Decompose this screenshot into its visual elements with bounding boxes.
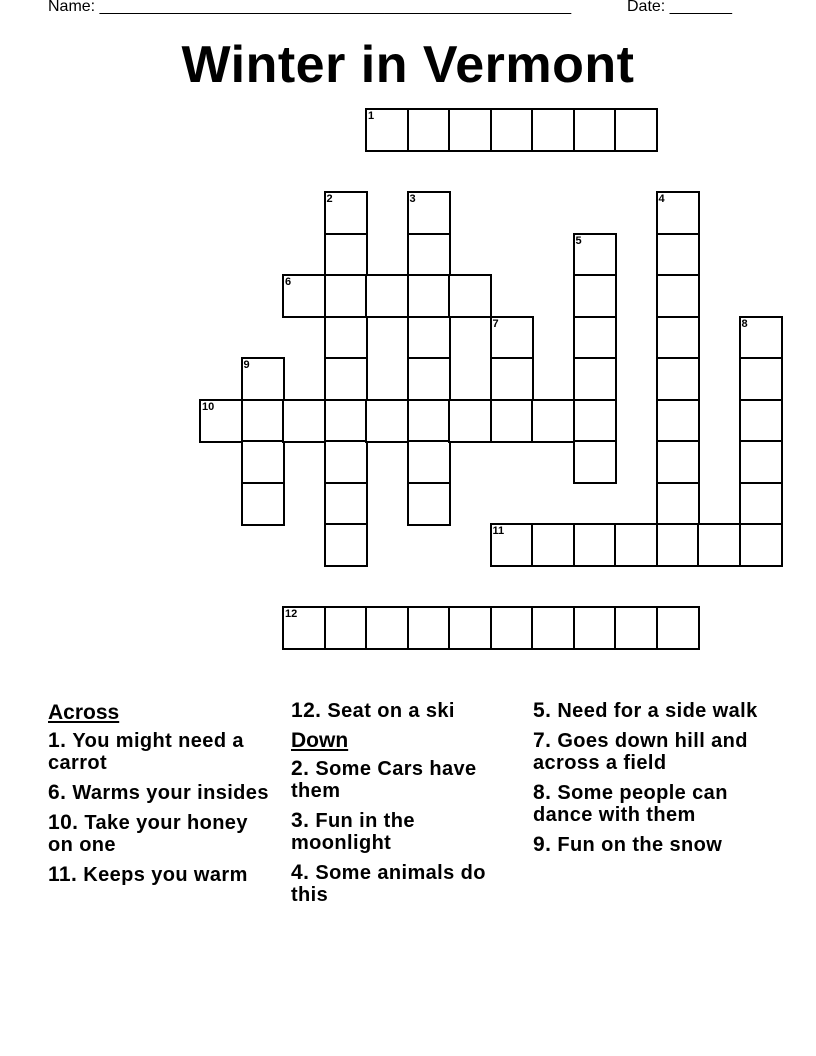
clue-down-5: [533, 700, 763, 722]
crossword-cell[interactable]: [324, 274, 368, 318]
clue-text: Keeps you warm: [83, 864, 248, 886]
cell-number: 11: [492, 525, 505, 537]
crossword-cell[interactable]: [697, 523, 741, 567]
crossword-cell[interactable]: [490, 357, 534, 401]
crossword-cell[interactable]: [407, 108, 451, 152]
clue-column-1: [48, 700, 278, 894]
clue-number: 12.: [291, 699, 322, 722]
crossword-cell[interactable]: [324, 399, 368, 443]
crossword-cell[interactable]: [573, 357, 617, 401]
crossword-cell[interactable]: [656, 606, 700, 650]
clue-number: 4.: [291, 861, 310, 884]
crossword-cell[interactable]: [531, 399, 575, 443]
clue-text: Some Cars have them: [291, 758, 477, 802]
crossword-cell[interactable]: [365, 108, 409, 152]
crossword-cell[interactable]: [448, 274, 492, 318]
crossword-cell[interactable]: [448, 108, 492, 152]
clue-number: 10.: [48, 811, 79, 834]
crossword-cell[interactable]: [739, 523, 783, 567]
clue-text: Some people can dance with them: [533, 782, 728, 826]
crossword-cell[interactable]: [324, 482, 368, 526]
crossword-cell[interactable]: [407, 482, 451, 526]
clue-down-2: [291, 758, 521, 802]
cell-number: 4: [658, 193, 665, 205]
crossword-cell[interactable]: [490, 606, 534, 650]
clue-text: Seat on a ski: [327, 700, 455, 722]
cell-number: 6: [285, 276, 292, 288]
crossword-cell[interactable]: [656, 191, 700, 235]
crossword-cell[interactable]: [614, 523, 658, 567]
clue-text: Fun in the moonlight: [291, 810, 415, 854]
down-heading: Down: [291, 729, 349, 752]
clue-number: 1.: [48, 729, 67, 752]
crossword-cell[interactable]: [531, 606, 575, 650]
crossword-cell[interactable]: [241, 440, 285, 484]
crossword-cell[interactable]: [656, 523, 700, 567]
cell-number: 10: [202, 400, 215, 413]
crossword-cell[interactable]: [407, 274, 451, 318]
crossword-cell[interactable]: [573, 523, 617, 567]
clue-text: Take your honey on one: [48, 812, 248, 856]
crossword-cell[interactable]: [490, 523, 534, 567]
crossword-cell[interactable]: [282, 606, 326, 650]
crossword-cell[interactable]: [324, 606, 368, 650]
cell-number: 2: [326, 193, 333, 205]
puzzle-title: Winter in Vermont: [181, 36, 635, 94]
clue-text: Some animals do this: [291, 862, 486, 906]
clue-down-4: [291, 862, 521, 906]
clue-column-3: [533, 700, 763, 864]
clue-number: 11.: [48, 863, 78, 886]
crossword-cell[interactable]: [407, 606, 451, 650]
cell-number: 1: [368, 110, 375, 122]
cell-number: 12: [285, 608, 298, 620]
crossword-cell[interactable]: [573, 274, 617, 318]
crossword-cell[interactable]: [407, 233, 451, 277]
crossword-cell[interactable]: [407, 440, 451, 484]
crossword-cell[interactable]: [656, 399, 700, 443]
clue-text: You might need a carrot: [48, 730, 244, 774]
crossword-cell[interactable]: [282, 274, 326, 318]
clue-number: 8.: [533, 781, 552, 804]
clue-down-8: [533, 782, 763, 826]
crossword-cell[interactable]: [490, 108, 534, 152]
clue-down-9: [533, 834, 763, 856]
crossword-cell[interactable]: [241, 399, 285, 443]
cell-number: 7: [492, 317, 499, 330]
clue-text: Goes down hill and across a field: [533, 730, 748, 774]
crossword-cell[interactable]: [199, 399, 243, 443]
cell-number: 8: [741, 317, 748, 330]
crossword-cell[interactable]: [531, 523, 575, 567]
clue-down-3: [291, 810, 521, 854]
clue-across-6: [48, 782, 278, 804]
clue-number: 3.: [291, 809, 310, 832]
clue-across-12: [291, 700, 521, 722]
clue-number: 7.: [533, 729, 552, 752]
clue-number: 5.: [533, 699, 552, 722]
clue-across-1: [48, 730, 278, 774]
crossword-cell[interactable]: [407, 357, 451, 401]
date-line: Date: _______: [627, 0, 732, 15]
crossword-cell[interactable]: [324, 357, 368, 401]
crossword-cell[interactable]: [365, 274, 409, 318]
crossword-cell[interactable]: [241, 482, 285, 526]
cell-number: 9: [243, 359, 250, 371]
clue-number: 6.: [48, 781, 67, 804]
clue-across-10: [48, 812, 278, 856]
crossword-cell[interactable]: [531, 108, 575, 152]
crossword-cell[interactable]: [739, 399, 783, 443]
crossword-cell[interactable]: [324, 440, 368, 484]
clue-number: 9.: [533, 833, 552, 856]
crossword-cell[interactable]: [656, 482, 700, 526]
crossword-cell[interactable]: [490, 316, 534, 360]
across-heading: Across: [48, 701, 120, 724]
crossword-cell[interactable]: [739, 357, 783, 401]
crossword-cell[interactable]: [448, 606, 492, 650]
name-line: Name: _____________________________________________________: [48, 0, 572, 15]
crossword-cell[interactable]: [407, 399, 451, 443]
crossword-cell[interactable]: [407, 191, 451, 235]
crossword-cell[interactable]: [241, 357, 285, 401]
crossword-cell[interactable]: [614, 108, 658, 152]
clue-number: 2.: [291, 757, 310, 780]
crossword-cell[interactable]: [573, 233, 617, 277]
crossword-cell[interactable]: [656, 357, 700, 401]
crossword-cell[interactable]: [573, 108, 617, 152]
clue-text: Warms your insides: [72, 782, 269, 804]
clue-down-7: [533, 730, 763, 774]
crossword-cell[interactable]: [656, 316, 700, 360]
crossword-cell[interactable]: [407, 316, 451, 360]
crossword-cell[interactable]: [573, 606, 617, 650]
clue-column-2: [291, 700, 521, 914]
clue-text: Need for a side walk: [557, 700, 758, 722]
crossword-cell[interactable]: [324, 523, 368, 567]
crossword-cell[interactable]: [656, 274, 700, 318]
crossword-cell[interactable]: [656, 440, 700, 484]
crossword-cell[interactable]: [573, 316, 617, 360]
clue-text: Fun on the snow: [557, 834, 723, 856]
crossword-cell[interactable]: [365, 606, 409, 650]
crossword-cell[interactable]: [490, 399, 534, 443]
crossword-cell[interactable]: [324, 233, 368, 277]
crossword-cell[interactable]: [739, 316, 783, 360]
crossword-cell[interactable]: [739, 482, 783, 526]
clue-across-11: [48, 864, 278, 886]
crossword-cell[interactable]: [656, 233, 700, 277]
cell-number: 5: [575, 234, 582, 247]
crossword-cell[interactable]: [573, 399, 617, 443]
cell-number: 3: [409, 193, 416, 205]
crossword-cell[interactable]: [739, 440, 783, 484]
crossword-cell[interactable]: [448, 399, 492, 443]
crossword-cell[interactable]: [573, 440, 617, 484]
crossword-cell[interactable]: [324, 316, 368, 360]
crossword-cell[interactable]: [324, 191, 368, 235]
crossword-cell[interactable]: [614, 606, 658, 650]
crossword-cell[interactable]: [365, 399, 409, 443]
crossword-cell[interactable]: [282, 399, 326, 443]
